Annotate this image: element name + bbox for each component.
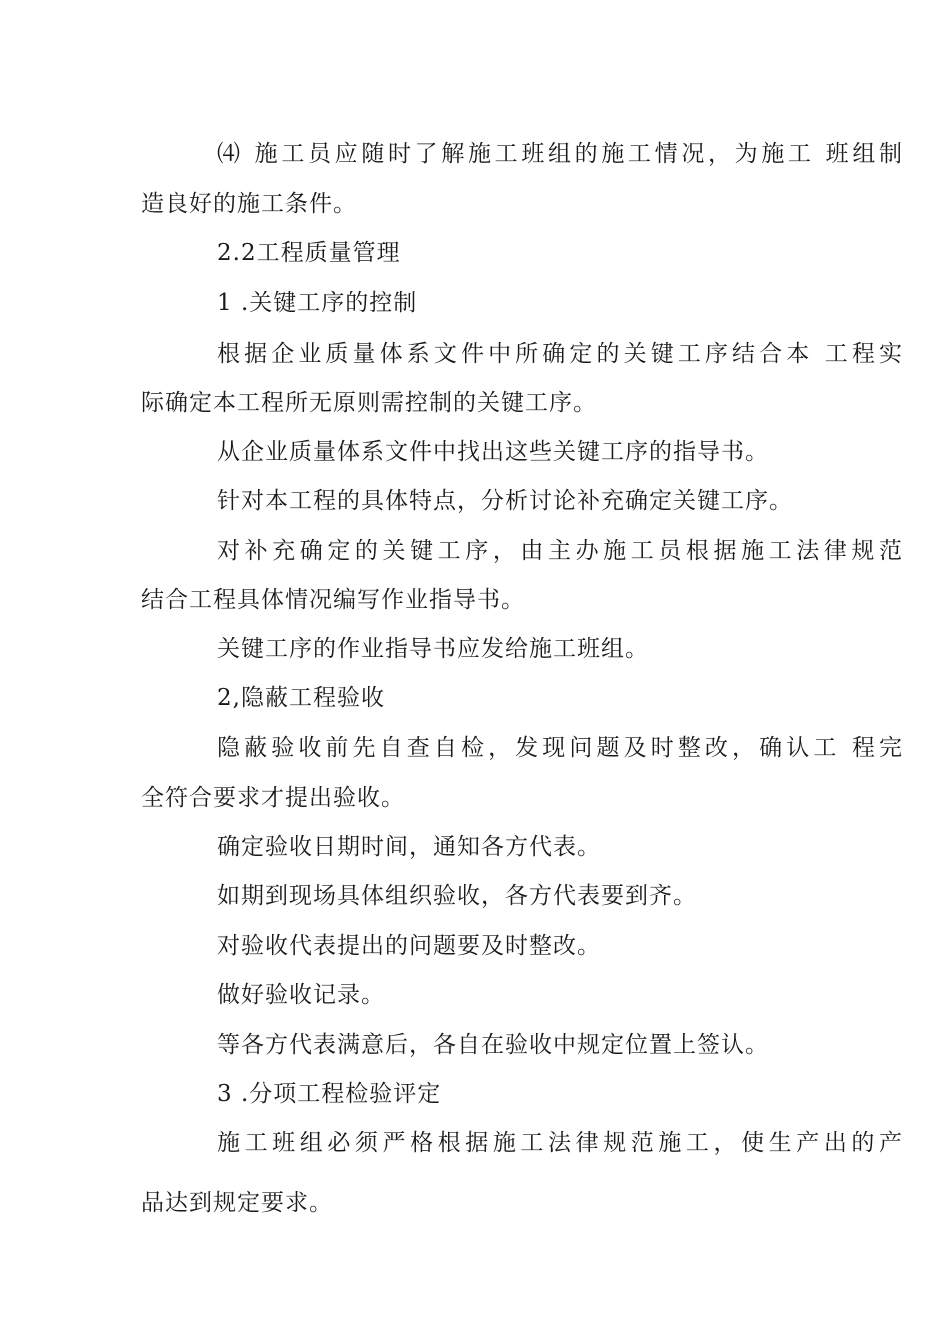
paragraph-line: 施工班组必须严格根据施工法律规范施工，使生产出的产: [217, 1130, 903, 1156]
paragraph-line: 对补充确定的关键工序，由主办施工员根据施工法律规范: [217, 538, 903, 564]
paragraph-line: 从企业质量体系文件中找出这些关键工序的指导书。: [217, 439, 769, 465]
paragraph-line: 结合工程具体情况编写作业指导书。: [141, 587, 525, 613]
paragraph-line: 确定验收日期时间，通知各方代表。: [217, 834, 601, 860]
paragraph-line: 造良好的施工条件。: [141, 191, 357, 217]
section-heading: 2.2工程质量管理: [217, 240, 401, 266]
paragraph-line: 针对本工程的具体特点，分析讨论补充确定关键工序。: [217, 488, 793, 514]
subsection-heading: 2,隐蔽工程验收: [217, 685, 385, 711]
subsection-heading: 1 .关键工序的控制: [217, 290, 418, 316]
paragraph-line: 关键工序的作业指导书应发给施工班组。: [217, 636, 649, 662]
paragraph-line: 做好验收记录。: [217, 982, 385, 1008]
subsection-heading: 3 .分项工程检验评定: [217, 1081, 442, 1107]
paragraph-line: 隐蔽验收前先自查自检，发现问题及时整改，确认工 程完: [217, 735, 903, 761]
paragraph-line: 根据企业质量体系文件中所确定的关键工序结合本 工程实: [217, 341, 903, 367]
paragraph-line: 全符合要求才提出验收。: [141, 785, 405, 811]
paragraph-line: 等各方代表满意后，各自在验收中规定位置上签认。: [217, 1032, 769, 1058]
paragraph-line: 对验收代表提出的问题要及时整改。: [217, 933, 601, 959]
paragraph-line: 品达到规定要求。: [141, 1190, 333, 1216]
paragraph-line: 如期到现场具体组织验收，各方代表要到齐。: [217, 883, 697, 909]
paragraph-line: 际确定本工程所无原则需控制的关键工序。: [141, 390, 597, 416]
paragraph-line: ⑷ 施工员应随时了解施工班组的施工情况，为施工 班组制: [217, 141, 903, 167]
